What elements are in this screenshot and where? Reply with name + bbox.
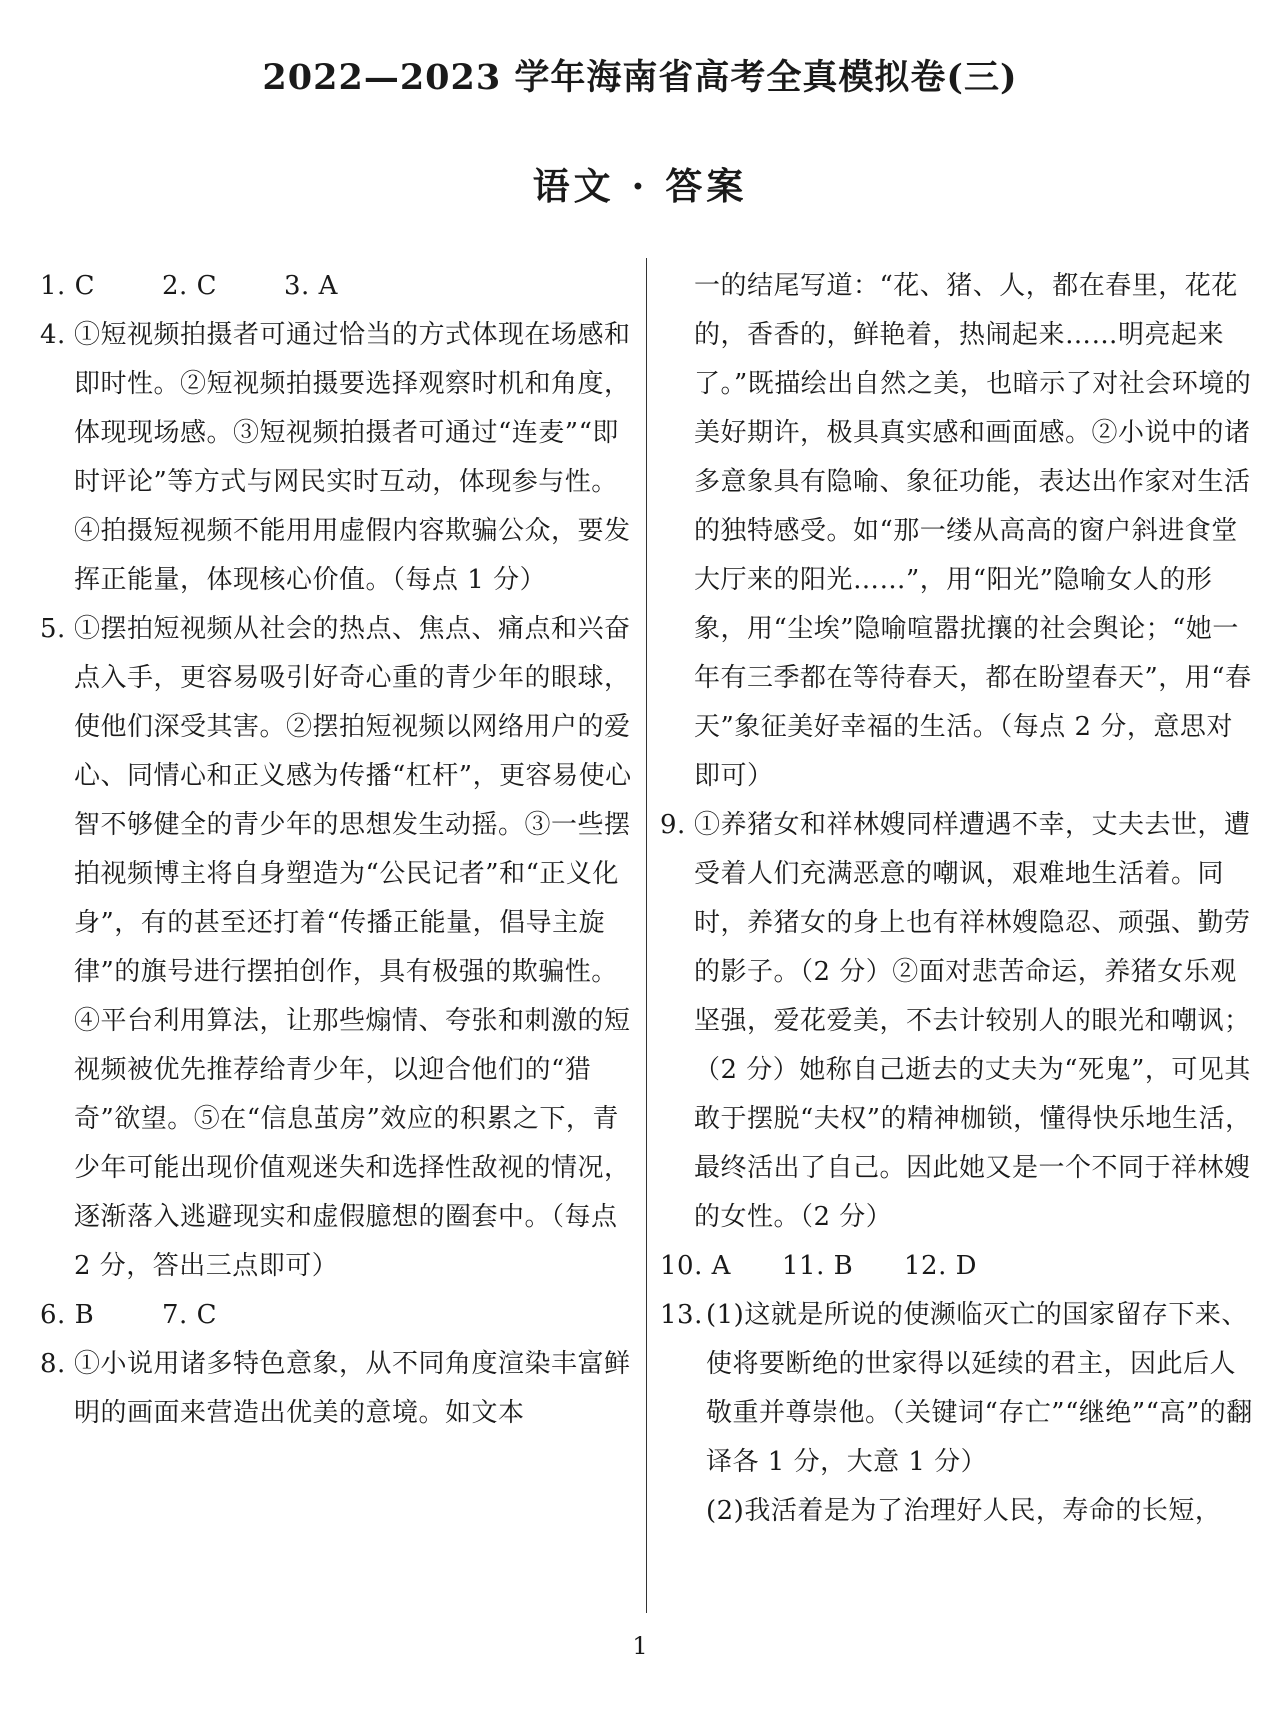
left-column bbox=[40, 262, 632, 1438]
right-column bbox=[660, 262, 1258, 1536]
question-number: 9. bbox=[660, 810, 686, 840]
column-divider bbox=[646, 258, 647, 1613]
answer-9 bbox=[660, 801, 1258, 1242]
question-number: 13. bbox=[660, 1300, 703, 1330]
question-number: 5. bbox=[40, 614, 66, 644]
answer-row-1-3 bbox=[40, 262, 632, 311]
answer-13 bbox=[660, 1291, 1258, 1536]
answer-text: ①养猪女和祥林嫂同样遭遇不幸，丈夫去世，遭受着人们充满恶意的嘲讽，艰难地生活着。同时，养猪女的身上也有祥林嫂隐忍、顽强、勤劳的影子。（2 分）②面对悲苦命运，养猪女乐观坚强，爱花爱美，不去计较别人的眼光和嘲讽；（2 分）她称自己逝去的丈夫为“死鬼”，可见其敢于摆脱“夫权”的精神枷锁，懂得快乐地生活，最终活出了自己。因此她又是一个不同于祥林嫂的女性。（2 分） bbox=[694, 810, 1252, 1232]
question-number: 8. bbox=[40, 1349, 66, 1379]
answer-10: 10. A bbox=[660, 1251, 731, 1281]
answer-7: 7. C bbox=[162, 1300, 217, 1330]
answer-13-part-2: (2)我活着是为了治理好人民，寿命的长短， bbox=[706, 1496, 1222, 1526]
answer-row-10-12 bbox=[660, 1242, 1258, 1291]
answer-8 bbox=[40, 1340, 632, 1438]
answer-text: ①短视频拍摄者可通过恰当的方式体现在场感和即时性。②短视频拍摄要选择观察时机和角度，体现现场感。③短视频拍摄者可通过“连麦”“即时评论”等方式与网民实时互动，体现参与性。④拍摄短视频不能用用虚假内容欺骗公众，要发挥正能量，体现核心价值。（每点 1 分） bbox=[74, 320, 631, 595]
answer-6: 6. B bbox=[40, 1300, 95, 1330]
answer-2: 2. C bbox=[162, 271, 217, 301]
document-title: 2022—2023 学年海南省高考全真模拟卷(三) bbox=[262, 57, 1018, 98]
answer-1: 1. C bbox=[40, 271, 95, 301]
answer-row-6-7 bbox=[40, 1291, 632, 1340]
answer-12: 12. D bbox=[904, 1251, 977, 1281]
answer-text: ①小说用诸多特色意象，从不同角度渲染丰富鲜明的画面来营造出优美的意境。如文本 bbox=[74, 1349, 631, 1428]
answer-4 bbox=[40, 311, 632, 605]
answer-text: ①摆拍短视频从社会的热点、焦点、痛点和兴奋点入手，更容易吸引好奇心重的青少年的眼球，使他们深受其害。②摆拍短视频以网络用户的爱心、同情心和正义感为传播“杠杆”，更容易使心智不够健全的青少年的思想发生动摇。③一些摆拍视频博主将自身塑造为“公民记者”和“正义化身”，有的甚至还打着“传播正能量，倡导主旋律”的旗号进行摆拍创作，具有极强的欺骗性。④平台利用算法，让那些煽情、夸张和刺激的短视频被优先推荐给青少年，以迎合他们的“猎奇”欲望。⑤在“信息茧房”效应的积累之下，青少年可能出现价值观迷失和选择性敌视的情况，逐渐落入逃避现实和虚假臆想的圈套中。（每点 2 分，答出三点即可） bbox=[74, 614, 632, 1281]
answer-5 bbox=[40, 605, 632, 1291]
answer-8-continued: 一的结尾写道：“花、猪、人，都在春里，花花的，香香的，鲜艳着，热闹起来……明亮起来了。”既描绘出自然之美，也暗示了对社会环境的美好期许，极具真实感和画面感。②小说中的诸多意象具有隐喻、象征功能，表达出作家对生活的独特感受。如“那一缕从高高的窗户斜进食堂大厅来的阳光……”，用“阳光”隐喻女人的形象，用“尘埃”隐喻喧嚣扰攘的社会舆论；“她一年有三季都在等待春天，都在盼望春天”，用“春天”象征美好幸福的生活。（每点 2 分，意思对即可） bbox=[694, 271, 1252, 791]
question-number: 4. bbox=[40, 320, 66, 350]
document-subtitle: 语文 · 答案 bbox=[532, 164, 748, 208]
answer-13-part-1: (1)这就是所说的使濒临灭亡的国家留存下来、使将要断绝的世家得以延续的君主，因此后人敬重并尊崇他。（关键词“存亡”“继绝”“高”的翻译各 1 分，大意 1 分） bbox=[706, 1300, 1253, 1477]
answer-3: 3. A bbox=[284, 271, 338, 301]
answer-11: 11. B bbox=[782, 1251, 854, 1281]
page-number: 1 bbox=[632, 1632, 648, 1660]
